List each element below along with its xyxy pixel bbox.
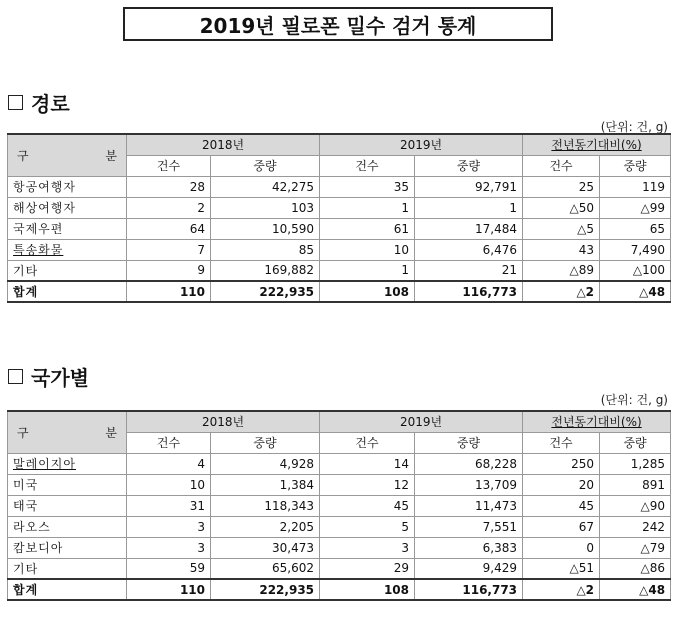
cell-wc: △86 xyxy=(600,558,671,579)
cell-w19: 7,551 xyxy=(415,516,523,537)
table-row xyxy=(8,239,671,260)
total-c18: 110 xyxy=(127,281,211,302)
header-gu: 구 xyxy=(17,425,29,440)
cell-w18: 10,590 xyxy=(211,218,320,239)
cell-cc: 43 xyxy=(523,239,600,260)
cell-c19: 1 xyxy=(320,197,415,218)
table-row xyxy=(8,474,671,495)
cell-c18: 2 xyxy=(127,197,211,218)
cell-c18: 28 xyxy=(127,176,211,197)
header-count: 건수 xyxy=(320,155,415,176)
total-wc: △48 xyxy=(600,579,671,600)
cell-w18: 2,205 xyxy=(211,516,320,537)
header-compare-label: 전년동기대비(%) xyxy=(551,415,642,430)
cell-cc: 67 xyxy=(523,516,600,537)
row-label xyxy=(8,474,127,495)
cell-cc: △5 xyxy=(523,218,600,239)
total-w18: 222,935 xyxy=(211,579,320,600)
header-gu: 구 xyxy=(17,148,29,163)
table-row xyxy=(8,558,671,579)
total-c19: 108 xyxy=(320,579,415,600)
checkbox-icon xyxy=(8,369,23,384)
section-heading-route xyxy=(8,88,70,117)
header-count: 건수 xyxy=(523,155,600,176)
cell-c18: 3 xyxy=(127,537,211,558)
cell-cc: 0 xyxy=(523,537,600,558)
row-label-text: 말레이지아 xyxy=(13,457,76,471)
cell-wc: 242 xyxy=(600,516,671,537)
cell-cc: 25 xyxy=(523,176,600,197)
row-label-text: 태국 xyxy=(13,499,39,513)
cell-w19: 92,791 xyxy=(415,176,523,197)
header-count: 건수 xyxy=(523,432,600,453)
header-compare xyxy=(523,411,671,432)
cell-wc: 891 xyxy=(600,474,671,495)
row-label xyxy=(8,495,127,516)
cell-cc: △89 xyxy=(523,260,600,281)
row-label xyxy=(8,197,127,218)
cell-w19: 1 xyxy=(415,197,523,218)
total-w18: 222,935 xyxy=(211,281,320,302)
header-weight: 중량 xyxy=(415,432,523,453)
total-w19: 116,773 xyxy=(415,579,523,600)
cell-c18: 7 xyxy=(127,239,211,260)
section-heading-label: 국가별 xyxy=(31,366,89,390)
row-label-text: 미국 xyxy=(13,478,39,492)
header-year-2018: 2018년 xyxy=(127,411,320,432)
row-label xyxy=(8,260,127,281)
cell-wc: 1,285 xyxy=(600,453,671,474)
row-label xyxy=(8,218,127,239)
cell-wc: △100 xyxy=(600,260,671,281)
cell-w18: 103 xyxy=(211,197,320,218)
row-label-text: 항공여행자 xyxy=(13,180,76,194)
cell-w19: 21 xyxy=(415,260,523,281)
header-compare-label: 전년동기대비(%) xyxy=(551,138,642,153)
table-row xyxy=(8,218,671,239)
header-weight: 중량 xyxy=(415,155,523,176)
header-weight: 중량 xyxy=(211,155,320,176)
checkbox-icon xyxy=(8,95,23,110)
cell-c19: 3 xyxy=(320,537,415,558)
cell-w19: 17,484 xyxy=(415,218,523,239)
cell-w18: 42,275 xyxy=(211,176,320,197)
header-category xyxy=(8,134,127,176)
header-category xyxy=(8,411,127,453)
table-row xyxy=(8,516,671,537)
cell-w19: 6,476 xyxy=(415,239,523,260)
cell-w19: 11,473 xyxy=(415,495,523,516)
header-bun: 분 xyxy=(105,148,117,163)
unit-note: (단위: 건, g) xyxy=(600,393,668,407)
table-row xyxy=(8,453,671,474)
unit-note: (단위: 건, g) xyxy=(600,120,668,134)
cell-c19: 12 xyxy=(320,474,415,495)
section-heading-label: 경로 xyxy=(31,92,70,116)
total-row xyxy=(8,281,671,302)
row-label-text: 특송화물 xyxy=(13,243,64,257)
cell-c19: 14 xyxy=(320,453,415,474)
cell-w18: 30,473 xyxy=(211,537,320,558)
cell-w18: 169,882 xyxy=(211,260,320,281)
header-weight: 중량 xyxy=(211,432,320,453)
table-row xyxy=(8,537,671,558)
cell-cc: 45 xyxy=(523,495,600,516)
row-label-text: 해상여행자 xyxy=(13,201,76,215)
cell-c18: 31 xyxy=(127,495,211,516)
cell-wc: △79 xyxy=(600,537,671,558)
cell-c18: 59 xyxy=(127,558,211,579)
cell-w19: 68,228 xyxy=(415,453,523,474)
cell-w19: 6,383 xyxy=(415,537,523,558)
cell-w19: 13,709 xyxy=(415,474,523,495)
header-year-2019: 2019년 xyxy=(320,411,523,432)
table-row xyxy=(8,197,671,218)
table-row xyxy=(8,495,671,516)
cell-w18: 1,384 xyxy=(211,474,320,495)
cell-c19: 45 xyxy=(320,495,415,516)
total-label: 합계 xyxy=(8,579,127,600)
cell-wc: 65 xyxy=(600,218,671,239)
cell-cc: △50 xyxy=(523,197,600,218)
cell-w18: 4,928 xyxy=(211,453,320,474)
row-label xyxy=(8,239,127,260)
cell-c18: 3 xyxy=(127,516,211,537)
header-count: 건수 xyxy=(127,155,211,176)
cell-w18: 65,602 xyxy=(211,558,320,579)
route-table xyxy=(7,133,671,303)
total-cc: △2 xyxy=(523,579,600,600)
cell-cc: 250 xyxy=(523,453,600,474)
cell-w18: 85 xyxy=(211,239,320,260)
row-label xyxy=(8,176,127,197)
total-w19: 116,773 xyxy=(415,281,523,302)
cell-c19: 5 xyxy=(320,516,415,537)
row-label-text: 국제우편 xyxy=(13,222,64,236)
header-weight: 중량 xyxy=(600,432,671,453)
total-row xyxy=(8,579,671,600)
total-wc: △48 xyxy=(600,281,671,302)
cell-cc: 20 xyxy=(523,474,600,495)
total-c19: 108 xyxy=(320,281,415,302)
table-row xyxy=(8,260,671,281)
cell-c19: 29 xyxy=(320,558,415,579)
row-label xyxy=(8,516,127,537)
row-label xyxy=(8,453,127,474)
cell-c19: 35 xyxy=(320,176,415,197)
row-label-text: 라오스 xyxy=(13,520,51,534)
row-label-text: 기타 xyxy=(13,263,39,278)
header-year-2018: 2018년 xyxy=(127,134,320,155)
section-heading-country xyxy=(8,362,89,391)
total-cc: △2 xyxy=(523,281,600,302)
cell-wc: 119 xyxy=(600,176,671,197)
total-label: 합계 xyxy=(8,281,127,302)
cell-c18: 64 xyxy=(127,218,211,239)
cell-c18: 10 xyxy=(127,474,211,495)
header-compare xyxy=(523,134,671,155)
header-count: 건수 xyxy=(127,432,211,453)
cell-c19: 1 xyxy=(320,260,415,281)
page-title: 2019년 필로폰 밀수 검거 통계 xyxy=(123,7,553,41)
cell-c19: 10 xyxy=(320,239,415,260)
country-table xyxy=(7,410,671,601)
row-label xyxy=(8,537,127,558)
cell-wc: 7,490 xyxy=(600,239,671,260)
cell-c19: 61 xyxy=(320,218,415,239)
cell-c18: 4 xyxy=(127,453,211,474)
cell-w18: 118,343 xyxy=(211,495,320,516)
cell-wc: △90 xyxy=(600,495,671,516)
row-label xyxy=(8,558,127,579)
cell-w19: 9,429 xyxy=(415,558,523,579)
row-label-text: 기타 xyxy=(13,561,39,576)
cell-wc: △99 xyxy=(600,197,671,218)
cell-c18: 9 xyxy=(127,260,211,281)
cell-cc: △51 xyxy=(523,558,600,579)
header-year-2019: 2019년 xyxy=(320,134,523,155)
row-label-text: 캄보디아 xyxy=(13,541,64,555)
header-count: 건수 xyxy=(320,432,415,453)
total-c18: 110 xyxy=(127,579,211,600)
header-bun: 분 xyxy=(105,425,117,440)
header-weight: 중량 xyxy=(600,155,671,176)
table-row xyxy=(8,176,671,197)
